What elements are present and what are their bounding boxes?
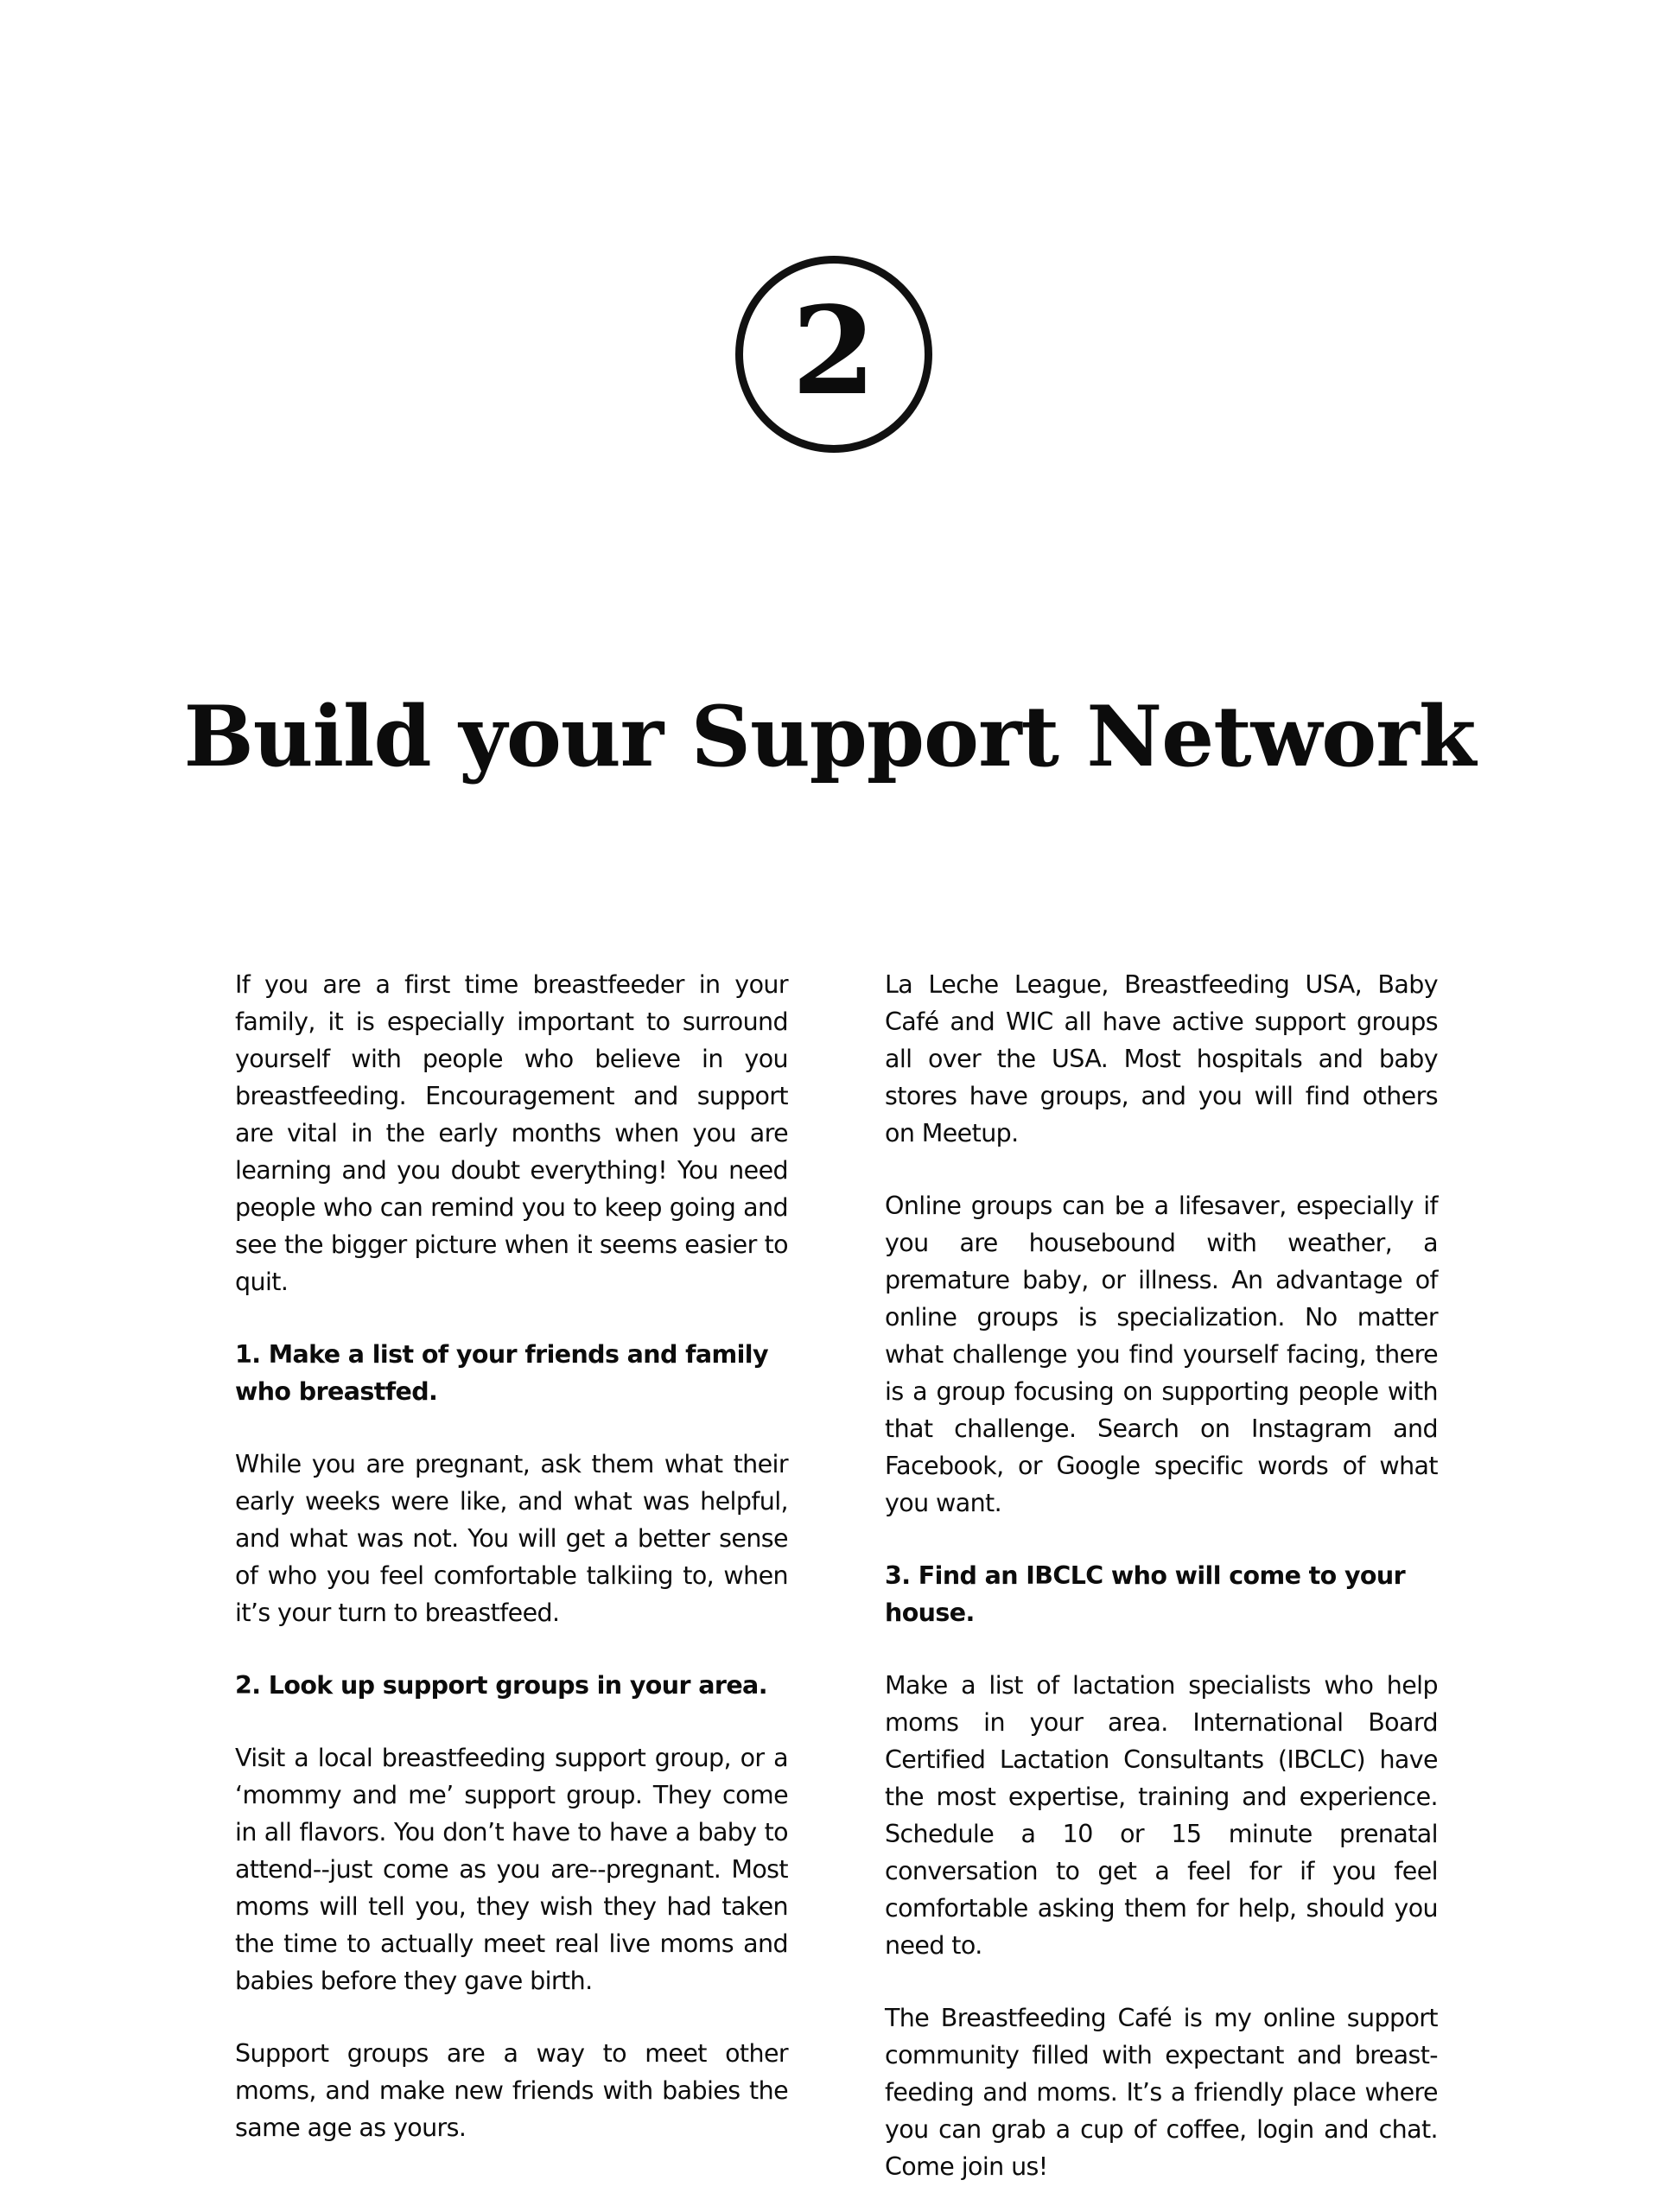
step-1-paragraph: While you are pregnant, ask them what their early weeks were like, and what was helpful, and what was not. You will get a better sense of who you feel comfortable talkiing to, when it’s your turn to breastfeed. — [235, 1450, 788, 1627]
step-3-paragraph: Make a list of lactation specialists who help moms in your area. International Board Certified Lactation Consultants (IBCLC) have the most expertise, training and experience. Schedule a 10 or 15 minute prenatal conversation to get a feel for if you feel comfortable asking them for help, should you need to. — [885, 1671, 1438, 1960]
right-column — [885, 966, 1438, 2185]
step-1-heading: 1. Make a list of your friends and family who breastfed. — [235, 1340, 768, 1406]
step-2-heading: 2. Look up support groups in your area. — [235, 1671, 767, 1700]
step-2-paragraph: Visit a local breastfeeding support group, or a ‘mommy and me’ support group. They come in all flavors. You don’t have to have a baby to attend--just come as you are--pregnant. Most moms will tell you, they wish they had taken the time to actually meet real live moms and babies before they gave birth. — [235, 1744, 788, 1995]
intro-paragraph: If you are a first time breastfeeder in your family, it is especially important to surround yourself with people who believe in you breastfeeding. Encouragement and support are vital in the early months when you are learning and you doubt everything! You need people who can remind you to keep going and see the bigger picture when it seems easier to quit. — [235, 970, 788, 1296]
support-groups-paragraph: Support groups are a way to meet other moms, and make new friends with babies the same age as yours. — [235, 2039, 788, 2142]
step-3-heading: 3. Find an IBCLC who will come to your house. — [885, 1561, 1406, 1627]
chapter-number: 2 — [791, 281, 876, 423]
cafe-paragraph: The Breastfeeding Café is my online support community filled with expectant and breast-feeding and moms. It’s a friendly place where you can grab a cup of coffee, login and chat. Come join us! — [885, 2004, 1438, 2181]
page-title: Build your Support Network — [183, 688, 1476, 785]
online-groups-paragraph: Online groups can be a lifesaver, especially if you are housebound with weather, a premature baby, or illness. An advantage of online groups is specialization. No matter what challenge you find yourself facing, there is a group focusing on supporting people with that challenge. Search on Instagram and Facebook, or Google specific words of what you want. — [885, 1192, 1438, 1517]
chapter-number-badge — [735, 256, 932, 453]
groups-paragraph: La Leche League, Breastfeeding USA, Baby Café and WIC all have active support groups all over the USA. Most hospitals and baby stores have groups, and you will find others on Meetup. — [885, 970, 1438, 1147]
left-column — [235, 966, 788, 2146]
